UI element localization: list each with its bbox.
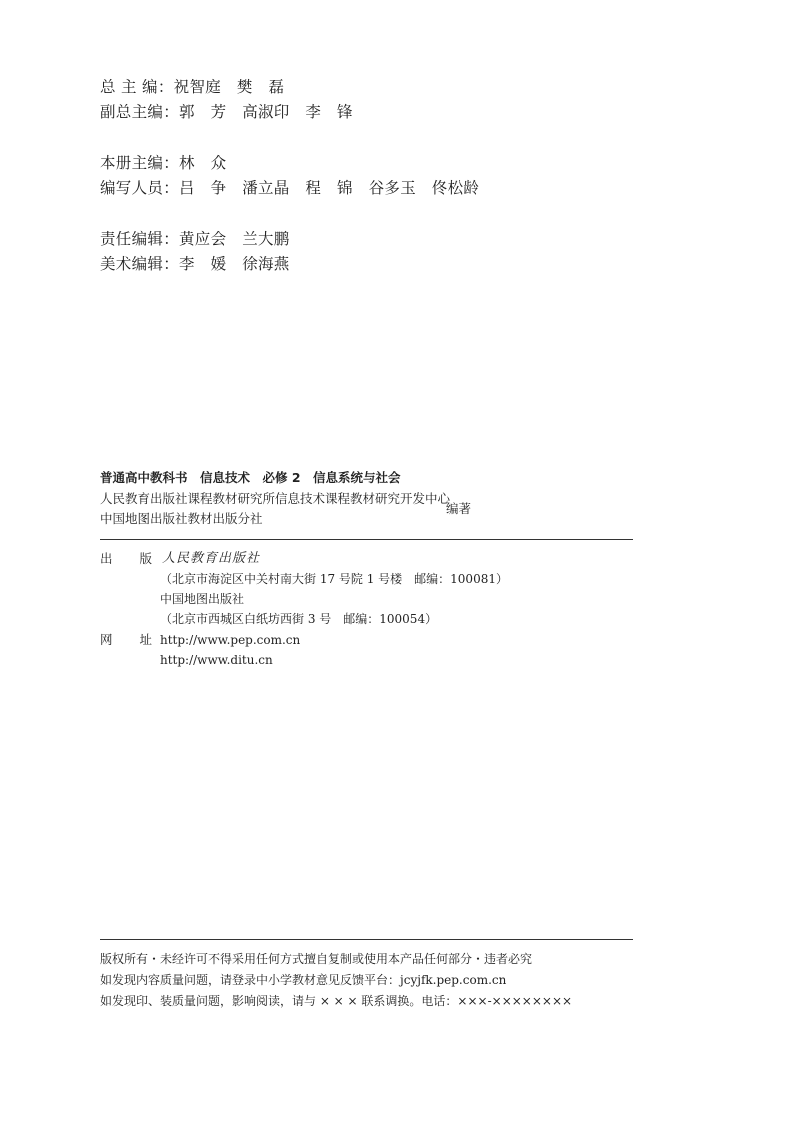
compiled-by-label: 编著 [446,501,472,516]
compiler-2: 中国地图出版社教材出版分社 [100,511,263,526]
publisher-label-char-2: 版 [139,551,152,566]
website-label-char-1: 网 [100,632,113,647]
volume-editor-line: 本册主编：林 众 [100,154,227,172]
art-editors-line: 美术编辑：李 媛 徐海燕 [100,255,290,273]
writers-line: 编写人员：吕 争 潘立晶 程 锦 谷多玉 佟松龄 [100,179,480,197]
responsible-editors-line: 责任编辑：黄应会 兰大鹏 [100,230,290,248]
bottom-divider [100,939,633,940]
publisher-label-char-1: 出 [100,551,113,566]
printing-issues-notice: 如发现印、装质量问题，影响阅读，请与 × × × 联系调换。电话：×××-×××××××× [100,994,573,1008]
deputy-chief-editor-line: 副总主编：郭 芳 高淑印 李 锋 [100,103,353,121]
book-title: 普通高中教科书 信息技术 必修 2 信息系统与社会 [100,470,401,485]
website-1-link[interactable]: http://www.pep.com.cn [160,633,301,647]
website-label-char-2: 址 [139,632,152,647]
publisher-logo: 人民教育出版社 [162,551,261,566]
copyright-notice: 版权所有・未经许可不得采用任何方式擅自复制或使用本产品任何部分・违者必究 [100,952,533,966]
publisher-2-address: （北京市西城区白纸坊西街 3 号 邮编：100054） [160,612,438,626]
website-2-link[interactable]: http://www.ditu.cn [160,653,273,667]
top-divider [100,539,633,540]
publisher-1-address: （北京市海淀区中关村南大街 17 号院 1 号楼 邮编：100081） [160,572,508,586]
compiler-1: 人民教育出版社课程教材研究所信息技术课程教材研究开发中心 [100,491,451,506]
publisher-2-name: 中国地图出版社 [160,592,245,606]
chief-editor-line: 总 主 编：祝智庭 樊 磊 [100,78,285,96]
publisher-label [100,550,152,568]
website-label [100,631,152,649]
feedback-notice: 如发现内容质量问题，请登录中小学教材意见反馈平台：jcyjfk.pep.com.cn [100,973,507,987]
